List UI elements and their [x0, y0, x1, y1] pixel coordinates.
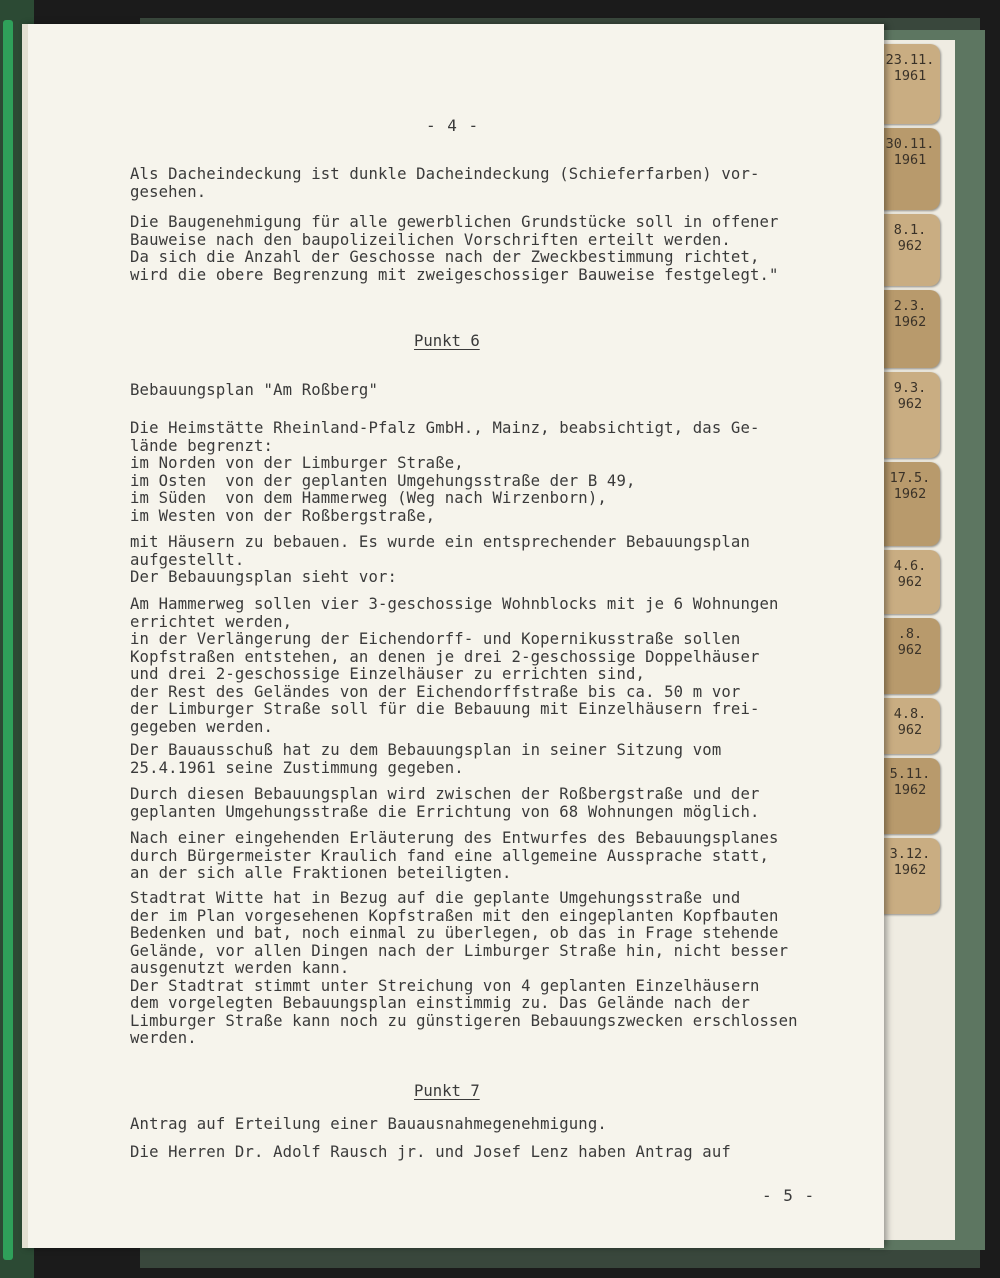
- date-tab[interactable]: 9.3. 962: [880, 372, 940, 458]
- date-tab[interactable]: 3.12. 1962: [880, 838, 940, 914]
- date-tab[interactable]: 2.3. 1962: [880, 290, 940, 368]
- paragraph-roof: Als Dacheindeckung ist dunkle Dacheindeckung (Schieferfarben) vor- gesehen.: [130, 165, 760, 201]
- paragraph-antrag: Antrag auf Erteilung einer Bauausnahmegenehmigung.: [130, 1115, 607, 1133]
- document-page: [22, 24, 884, 1248]
- paragraph-bebauen: mit Häusern zu bebauen. Es wurde ein entsprechender Bebauungsplan aufgestellt. Der Bebauungsplan sieht vor:: [130, 533, 750, 586]
- binder-spine-edge: [3, 20, 13, 1260]
- date-tab[interactable]: 23.11. 1961: [880, 44, 940, 124]
- paragraph-bauausschuss: Der Bauausschuß hat zu dem Bebauungsplan in seiner Sitzung vom 25.4.1961 seine Zustimmung gegeben.: [130, 741, 722, 777]
- plan-title: Bebauungsplan "Am Roßberg": [130, 381, 378, 399]
- date-tab[interactable]: 4.8. 962: [880, 698, 940, 754]
- page-number-bottom: - 5 -: [762, 1186, 816, 1205]
- paragraph-heimstaette: Die Heimstätte Rheinland-Pfalz GmbH., Mainz, beabsichtigt, das Ge- lände begrenzt: im Norden von der Limburger Straße, im Osten von der geplanten Umgehungsstraße der B 49, im Süden von dem Hammerweg (Weg nach Wirzenborn), im Westen von der Roßbergstraße,: [130, 419, 760, 525]
- paragraph-permit: Die Baugenehmigung für alle gewerblichen Grundstücke soll in offener Bauweise nach den baupolizeilichen Vorschriften erteilt werden. Da sich die Anzahl der Geschosse nach der Zweckbestimmung richtet, wird die obere Begrenzung mit zweigeschossiger Bauweise festgelegt.": [130, 213, 779, 284]
- page-number-top: - 4 -: [426, 116, 480, 135]
- date-tab[interactable]: .8. 962: [880, 618, 940, 694]
- date-tab[interactable]: 5.11. 1962: [880, 758, 940, 834]
- heading-punkt-6: Punkt 6: [414, 332, 480, 350]
- paragraph-durch: Durch diesen Bebauungsplan wird zwischen der Roßbergstraße und der geplanten Umgehungsstraße die Errichtung von 68 Wohnungen möglich.: [130, 785, 760, 821]
- date-tab[interactable]: 30.11. 1961: [880, 128, 940, 210]
- date-tab[interactable]: 8.1. 962: [880, 214, 940, 286]
- paragraph-witte: Stadtrat Witte hat in Bezug auf die geplante Umgehungsstraße und der im Plan vorgesehenen Kopfstraßen mit den eingeplanten Kopfbauten Bedenken und bat, noch einmal zu überlegen, ob das in Frage stehende Gelände, vor allen Dingen nach der Limburger Straße hin, nicht besser ausgenutzt werden kann. Der Stadtrat stimmt unter Streichung von 4 geplanten Einzelhäusern dem vorgelegten Bebauungsplan einstimmig zu. Das Gelände nach der Limburger Straße kann noch zu günstigeren Bebauungszwecken erschlossen werden.: [130, 889, 798, 1047]
- paragraph-herren: Die Herren Dr. Adolf Rausch jr. und Josef Lenz haben Antrag auf: [130, 1143, 731, 1161]
- date-tab[interactable]: 17.5. 1962: [880, 462, 940, 546]
- heading-punkt-7: Punkt 7: [414, 1082, 480, 1100]
- paragraph-nach: Nach einer eingehenden Erläuterung des Entwurfes des Bebauungsplanes durch Bürgermeister Kraulich fand eine allgemeine Aussprache statt, an der sich alle Fraktionen beteiligten.: [130, 829, 779, 882]
- date-tab[interactable]: 4.6. 962: [880, 550, 940, 614]
- paragraph-hammerweg: Am Hammerweg sollen vier 3-geschossige Wohnblocks mit je 6 Wohnungen errichtet werden, in der Verlängerung der Eichendorff- und Kopernikusstraße sollen Kopfstraßen entstehen, an denen je drei 2-geschossige Doppelhäuser und drei 2-geschossige Einzelhäuser zu errichten sind, der Rest des Geländes von der Eichendorffstraße bis ca. 50 m vor der Limburger Straße soll für die Bebauung mit Einzelhäusern frei- gegeben werden.: [130, 595, 779, 736]
